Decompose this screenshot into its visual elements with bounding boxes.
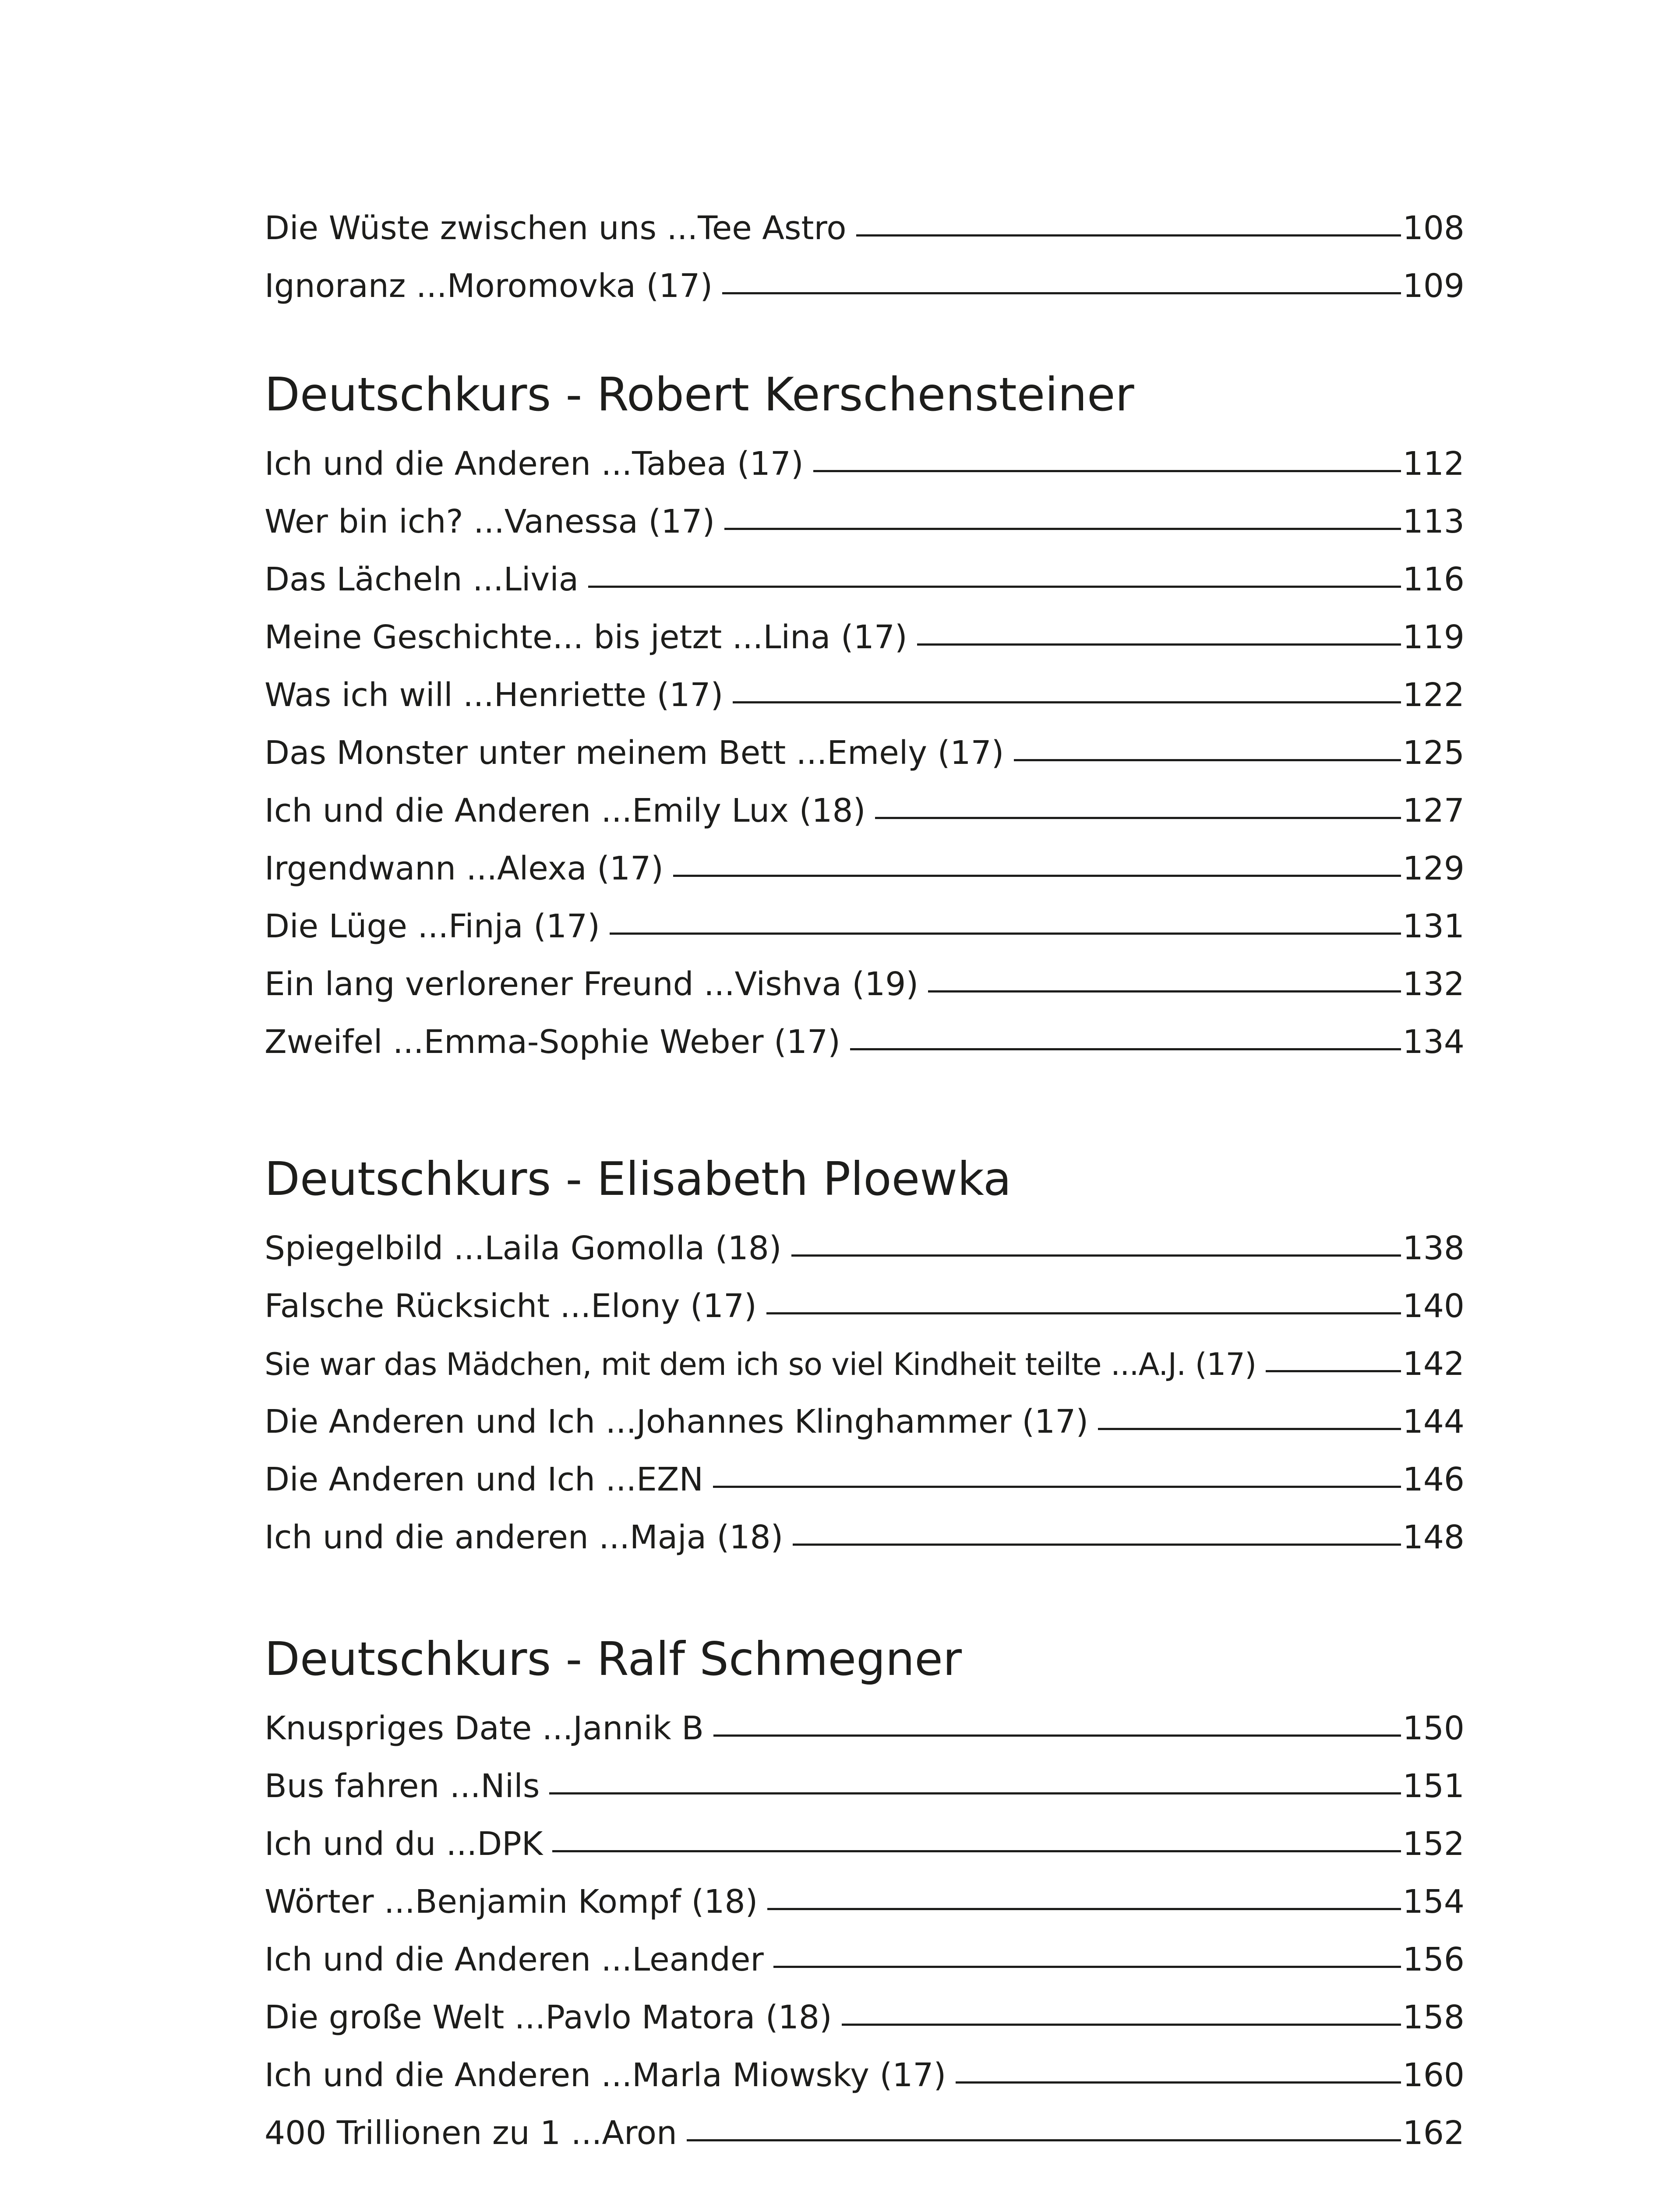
toc-leader-line — [842, 2024, 1401, 2026]
toc-entry-page: 156 — [1402, 1941, 1465, 1978]
toc-entry-title: Zweifel ...Emma-Sophie Weber (17) — [265, 1023, 840, 1061]
toc-entry-page: 144 — [1402, 1403, 1465, 1441]
toc-entry — [265, 1335, 1465, 1393]
toc-leader-line — [610, 933, 1401, 935]
toc-leader-line — [687, 2139, 1401, 2141]
toc-entry — [265, 2104, 1465, 2162]
toc-entry — [265, 2046, 1465, 2104]
toc-leader-line — [850, 1048, 1401, 1050]
toc-entry — [265, 1873, 1465, 1931]
toc-entry-page: 150 — [1402, 1710, 1465, 1747]
toc-leader-line — [813, 470, 1401, 472]
toc-entry — [265, 1815, 1465, 1873]
toc-entry — [265, 1757, 1465, 1815]
toc-entry-title: Ich und die Anderen ...Leander — [265, 1941, 764, 1978]
toc-leader-line — [767, 1908, 1401, 1910]
toc-entry-page: 134 — [1402, 1023, 1465, 1061]
toc-entry — [265, 1989, 1465, 2046]
toc-leader-line — [766, 1312, 1401, 1314]
toc-leader-line — [956, 2081, 1401, 2084]
toc-leader-line — [713, 1486, 1401, 1488]
toc-entry-page: 112 — [1402, 445, 1465, 483]
toc-entry-title: Bus fahren ...Nils — [265, 1767, 540, 1805]
toc-entry-page: 122 — [1402, 676, 1465, 714]
toc-entry-title: Wörter ...Benjamin Kompf (18) — [265, 1883, 758, 1921]
section-heading: Deutschkurs - Robert Kerschensteiner — [265, 368, 1134, 421]
toc-entry — [265, 608, 1465, 666]
toc-leader-line — [875, 817, 1401, 819]
toc-leader-line — [856, 234, 1401, 237]
toc-leader-line — [917, 643, 1401, 646]
toc-leader-line — [773, 1966, 1401, 1968]
toc-leader-line — [722, 292, 1401, 294]
toc-entry-page: 146 — [1402, 1461, 1465, 1498]
toc-leader-line — [1014, 759, 1401, 761]
toc-leader-line — [724, 528, 1401, 530]
toc-leader-line — [673, 875, 1401, 877]
toc-entry-page: 162 — [1402, 2114, 1465, 2152]
toc-entry — [265, 493, 1465, 551]
toc-entry-title: Wer bin ich? ...Vanessa (17) — [265, 503, 715, 540]
section-heading: Deutschkurs - Elisabeth Ploewka — [265, 1152, 1012, 1206]
toc-entry-page: 158 — [1402, 1999, 1465, 2036]
toc-entry-page: 160 — [1402, 2056, 1465, 2094]
spacer — [265, 1566, 1465, 1619]
toc-entry-title: Meine Geschichte... bis jetzt ...Lina (17) — [265, 618, 907, 656]
toc-entry-page: 140 — [1402, 1287, 1465, 1325]
toc-entry — [265, 1393, 1465, 1451]
toc-entry — [265, 199, 1465, 257]
toc-entry-page: 151 — [1402, 1767, 1465, 1805]
toc-entry-title: Spiegelbild ...Laila Gomolla (18) — [265, 1229, 782, 1267]
toc-entry-page: 152 — [1402, 1825, 1465, 1863]
table-of-contents — [265, 199, 1465, 2162]
toc-entry-title: Die große Welt ...Pavlo Matora (18) — [265, 1999, 832, 2036]
toc-entry-title: Die Lüge ...Finja (17) — [265, 908, 600, 945]
toc-leader-line — [1098, 1428, 1401, 1430]
toc-entry-page: 125 — [1402, 734, 1465, 772]
toc-leader-line — [549, 1792, 1401, 1794]
toc-entry-page: 109 — [1402, 267, 1465, 305]
toc-entry-page: 154 — [1402, 1883, 1465, 1921]
toc-entry-title: Sie war das Mädchen, mit dem ich so viel Kindheit teilte ...A.J. (17) — [265, 1346, 1256, 1382]
toc-entry — [265, 724, 1465, 782]
toc-entry-title: Irgendwann ...Alexa (17) — [265, 850, 664, 887]
toc-entry-title: Die Anderen und Ich ...EZN — [265, 1461, 703, 1498]
toc-entry-page: 131 — [1402, 908, 1465, 945]
toc-entry-title: Die Anderen und Ich ...Johannes Klinghammer (17) — [265, 1403, 1089, 1441]
toc-entry — [265, 897, 1465, 955]
toc-entry-page: 129 — [1402, 850, 1465, 887]
toc-leader-line — [588, 586, 1401, 588]
toc-entry — [265, 1219, 1465, 1277]
toc-entry-title: Ich und du ...DPK — [265, 1825, 543, 1863]
toc-leader-line — [552, 1850, 1401, 1852]
toc-leader-line — [793, 1544, 1401, 1546]
toc-entry-page: 138 — [1402, 1229, 1465, 1267]
toc-entry-title: Die Wüste zwischen uns ...Tee Astro — [265, 209, 847, 247]
toc-entry-title: Ein lang verlorener Freund ...Vishva (19) — [265, 965, 919, 1003]
toc-entry — [265, 1699, 1465, 1757]
toc-entry — [265, 666, 1465, 724]
toc-entry — [265, 435, 1465, 493]
section-heading: Deutschkurs - Ralf Schmegner — [265, 1632, 962, 1686]
toc-entry-title: Falsche Rücksicht ...Elony (17) — [265, 1287, 757, 1325]
toc-leader-line — [791, 1254, 1401, 1257]
toc-entry — [265, 955, 1465, 1013]
toc-entry-title: Ich und die anderen ...Maja (18) — [265, 1519, 784, 1556]
toc-entry — [265, 1508, 1465, 1566]
toc-entry-page: 132 — [1402, 965, 1465, 1003]
toc-entry-title: Knuspriges Date ...Jannik B — [265, 1710, 704, 1747]
toc-leader-line — [928, 990, 1401, 993]
toc-entry — [265, 782, 1465, 840]
toc-leader-line — [713, 1734, 1401, 1737]
toc-entry-page: 116 — [1402, 561, 1465, 598]
toc-leader-line — [733, 701, 1401, 703]
spacer — [265, 1071, 1465, 1139]
toc-entry-title: Was ich will ...Henriette (17) — [265, 676, 724, 714]
toc-entry — [265, 1931, 1465, 1989]
toc-entry-title: Ich und die Anderen ...Emily Lux (18) — [265, 792, 866, 830]
toc-entry-page: 113 — [1402, 503, 1465, 540]
toc-entry — [265, 1451, 1465, 1508]
toc-entry-title: Ich und die Anderen ...Tabea (17) — [265, 445, 804, 483]
toc-entry — [265, 551, 1465, 608]
toc-entry-title: 400 Trillionen zu 1 ...Aron — [265, 2114, 677, 2152]
toc-leader-line — [1266, 1370, 1401, 1372]
toc-entry-page: 119 — [1402, 618, 1465, 656]
toc-entry-title: Ignoranz ...Moromovka (17) — [265, 267, 713, 305]
toc-entry-page: 142 — [1402, 1345, 1465, 1383]
toc-entry-title: Das Monster unter meinem Bett ...Emely (17) — [265, 734, 1004, 772]
toc-entry — [265, 840, 1465, 897]
toc-entry-page: 108 — [1402, 209, 1465, 247]
toc-entry-title: Ich und die Anderen ...Marla Miowsky (17) — [265, 2056, 946, 2094]
spacer — [265, 315, 1465, 354]
toc-entry-title: Das Lächeln ...Livia — [265, 561, 579, 598]
toc-entry-page: 148 — [1402, 1519, 1465, 1556]
toc-entry — [265, 1013, 1465, 1071]
toc-entry — [265, 257, 1465, 315]
toc-entry — [265, 1277, 1465, 1335]
toc-entry-page: 127 — [1402, 792, 1465, 830]
